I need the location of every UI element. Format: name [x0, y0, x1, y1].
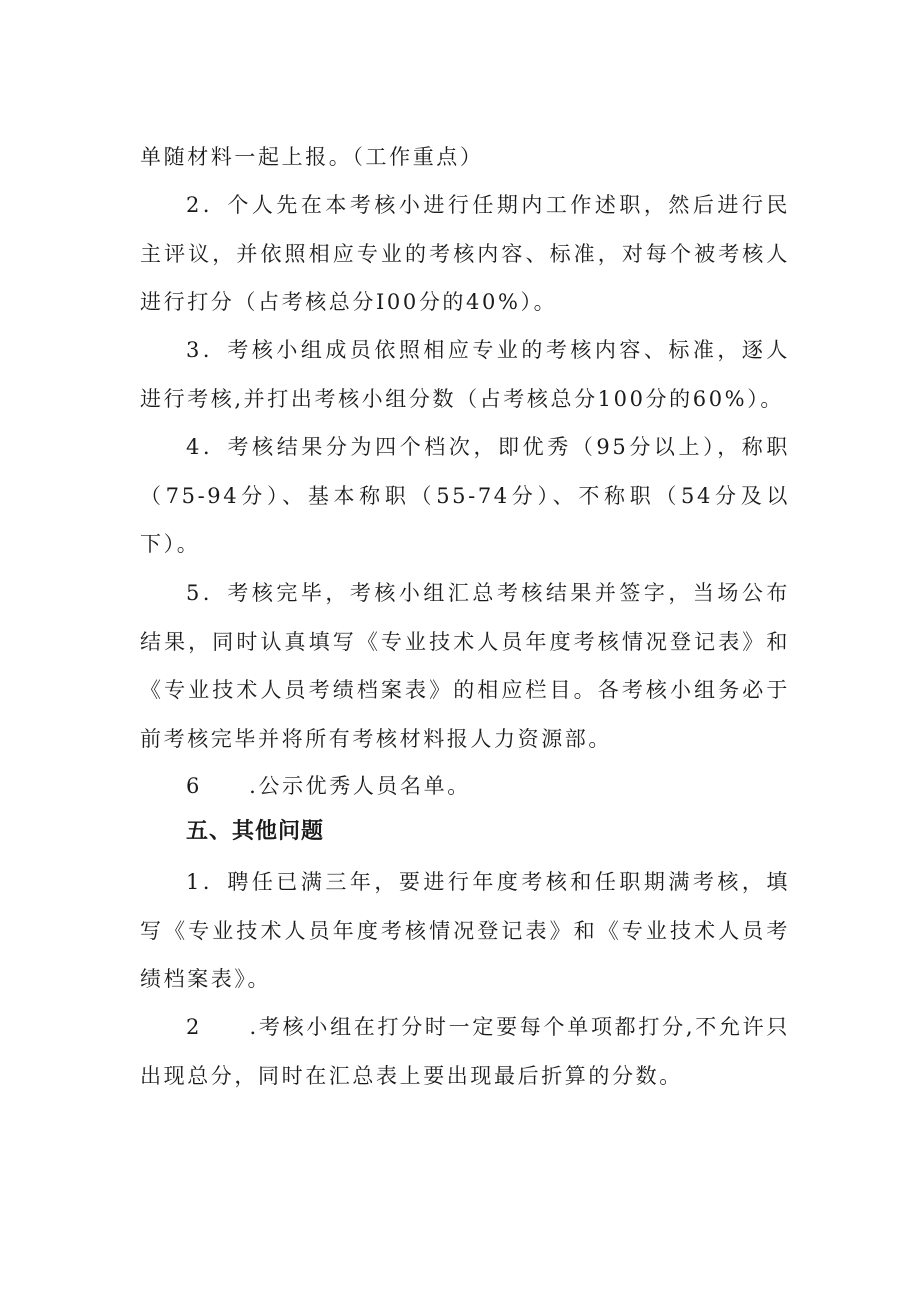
paragraph-item-6: 6 .公示优秀人员名单。 [186, 774, 471, 798]
paragraph-continuation: 单随材料一起上报。（工作重点） [140, 145, 484, 169]
paragraph-item-5: 5．考核完毕，考核小组汇总考核结果并签字，当场公布结果，同时认真填写《专业技术人员年度考核情况登记表》和《专业技术人员考绩档案表》的相应栏目。各考核小组务必于前考核完毕并将所有考核材料报人力资源部。 [140, 581, 790, 751]
paragraph-item-4: 4．考核结果分为四个档次，即优秀（95分以上），称职（75-94分）、基本称职（55-74分）、不称职（54分及以下）。 [140, 435, 790, 556]
paragraph-other-2: 2 .考核小组在打分时一定要每个单项都打分,不允许只出现总分，同时在汇总表上要出现最后折算的分数。 [140, 1015, 790, 1088]
paragraph-other-1: 1．聘任已满三年，要进行年度考核和任职期满考核，填写《专业技术人员年度考核情况登记表》和《专业技术人员考绩档案表》。 [140, 870, 790, 991]
paragraph-item-3: 3．考核小组成员依照相应专业的考核内容、标准，逐人进行考核,并打出考核小组分数（占考核总分100分的60%）。 [140, 338, 790, 411]
section-heading-other-issues: 五、其他问题 [186, 819, 325, 844]
paragraph-item-2: 2．个人先在本考核小进行任期内工作述职，然后进行民主评议，并依照相应专业的考核内容、标准，对每个被考核人进行打分（占考核总分I00分的40%）。 [140, 193, 790, 314]
